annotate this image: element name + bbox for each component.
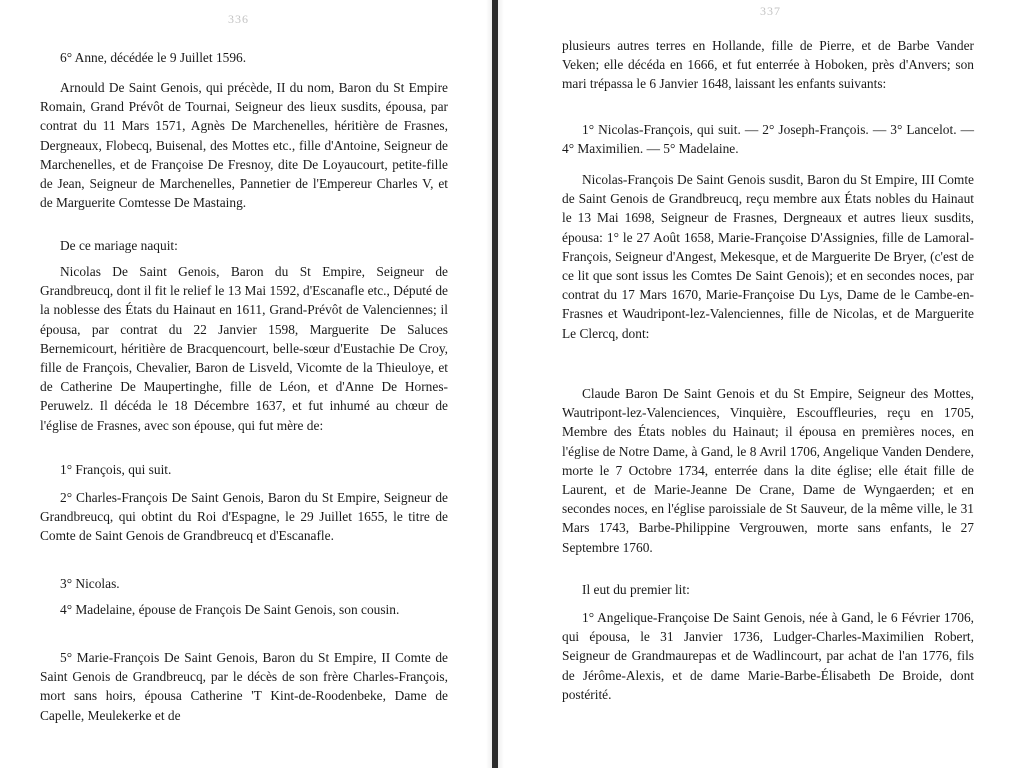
book-gutter bbox=[492, 0, 498, 768]
paragraph: De ce mariage naquit: bbox=[60, 238, 178, 253]
paragraph: plusieurs autres terres en Hollande, fille de Pierre, et de Barbe Vander Veken; elle décéda en 1666, et fut enterrée à Hoboken, près d'Anvers; son mari trépassa le 6 Janvier 1648, laissant les enfants suivants: bbox=[562, 38, 974, 92]
paragraph: Il eut du premier lit: bbox=[582, 582, 690, 597]
paragraph: 2° Charles-François De Saint Genois, Baron du St Empire, Seigneur de Grandbreucq, qui obtint du Roi d'Espagne, le 29 Juillet 1655, le titre de Comte de Saint Genois de Grandbreucq et d'Escanafle. bbox=[40, 490, 448, 544]
paragraph: 5° Marie-François De Saint Genois, Baron du St Empire, II Comte de Saint Genois de Grandbreucq, par le décès de son frère Charles-François, mort sans hoirs, épousa Catherine 'T Kint-de-Roodenbeke, Dame de Capelle, Meulekerke et de bbox=[40, 650, 448, 723]
paragraph: 1° Nicolas-François, qui suit. — 2° Joseph-François. — 3° Lancelot. — 4° Maximilien. — 5° Madelaine. bbox=[562, 122, 974, 157]
paragraph: Arnould De Saint Genois, qui précède, II du nom, Baron du St Empire Romain, Grand Prévôt de Tournai, Seigneur des lieux susdits, épousa, par contrat du 11 Mars 1571, Agnès De Marchenelles, héritière de Frasnes, Dergneaux, Flobecq, Buisenal, des Mottes etc., fille d'Antoine, Seigneur de Marchenelles, et de Françoise De Fresnoy, dite De Loyaucourt, petite-fille de Jean, Seigneur de Marchenelles, Pannetier de l'Empereur Charles V, et de Marguerite Comtesse De Mastaing. bbox=[40, 80, 448, 211]
paragraph: Nicolas-François De Saint Genois susdit, Baron du St Empire, III Comte de Saint Genois de Grandbreucq, reçu membre aux États nobles du Hainaut le 13 Mai 1698, Seigneur de Frasnes, Dergneaux et autres lieux susdits, épousa: 1° le 27 Août 1658, Marie-Françoise D'Assignies, fille de Lamoral-François, Seigneur d'Angest, Mekesque, et de Marguerite De Bryer, (c'est de ce lit que sont issus les Comtes De Saint Genois); et en secondes noces, par contrat du 17 Mars 1670, Marie-Françoise Du Lys, Dame de le Cambe-en-Frasnes et Waudripont-lez-Valenciennes, fille de Nicolas, et de Marguerite Le Clercq, dont: bbox=[562, 172, 974, 341]
paragraph: 1° Angelique-Françoise De Saint Genois, née à Gand, le 6 Février 1706, qui épousa, le 31 Janvier 1736, Ludger-Charles-Maximilien Robert, Seigneur de Grandmaurepas et de Wadlincourt, par achat de l'an 1776, fils de Jérôme-Alexis, et de dame Marie-Barbe-Élisabeth De Broide, dont postérité. bbox=[562, 610, 974, 702]
left-page bbox=[40, 0, 448, 768]
paragraph: 3° Nicolas. bbox=[60, 576, 120, 591]
paragraph: Nicolas De Saint Genois, Baron du St Empire, Seigneur de Grandbreucq, dont il fit le relief le 13 Mai 1592, d'Escanafle etc., Député de la noblesse des États du Hainaut en 1611, Grand-Prévôt de Valenciennes; il épousa, par contrat du 22 Janvier 1598, Marguerite De Saluces Bernemicourt, héritière de Bracquencourt, belle-sœur d'Eustachie De Croy, fille de François, Chevalier, Baron de Lisveld, Vicomte de la Thieuloye, et de Catherine De Maupertinghe, fille de Léon, et d'Anne De Hornes-Peruwelz. Il décéda le 18 Décembre 1637, et fut inhumé au chœur de l'église de Frasnes, avec son épouse, qui fut mère de: bbox=[40, 264, 448, 433]
page-number-left: 336 bbox=[228, 12, 249, 26]
right-page bbox=[562, 0, 974, 768]
paragraph: Claude Baron De Saint Genois et du St Empire, Seigneur des Mottes, Wautripont-lez-Valenciences, Vinquière, Escouffleuries, reçu en 1705, Membre des États nobles du Hainaut; il épousa en premières noces, en l'église de Notre Dame, à Gand, le 8 Avril 1706, Angelique Vanden Dendere, morte le 7 Octobre 1734, enterrée dans la dite église; elle était fille de Laurent, et de Marie-Jeanne De Crane, Dame de Wyngaerden; et en secondes noces, en l'église paroissiale de St Sauveur, de la même ville, le 31 Mars 1743, Barbe-Philippine Vergrouwen, morte sans enfants, le 27 Septembre 1760. bbox=[562, 386, 974, 555]
page-number-right: 337 bbox=[760, 4, 781, 18]
paragraph: 1° François, qui suit. bbox=[60, 462, 172, 477]
paragraph: 6° Anne, décédée le 9 Juillet 1596. bbox=[60, 50, 247, 65]
paragraph: 4° Madelaine, épouse de François De Saint Genois, son cousin. bbox=[60, 602, 400, 617]
